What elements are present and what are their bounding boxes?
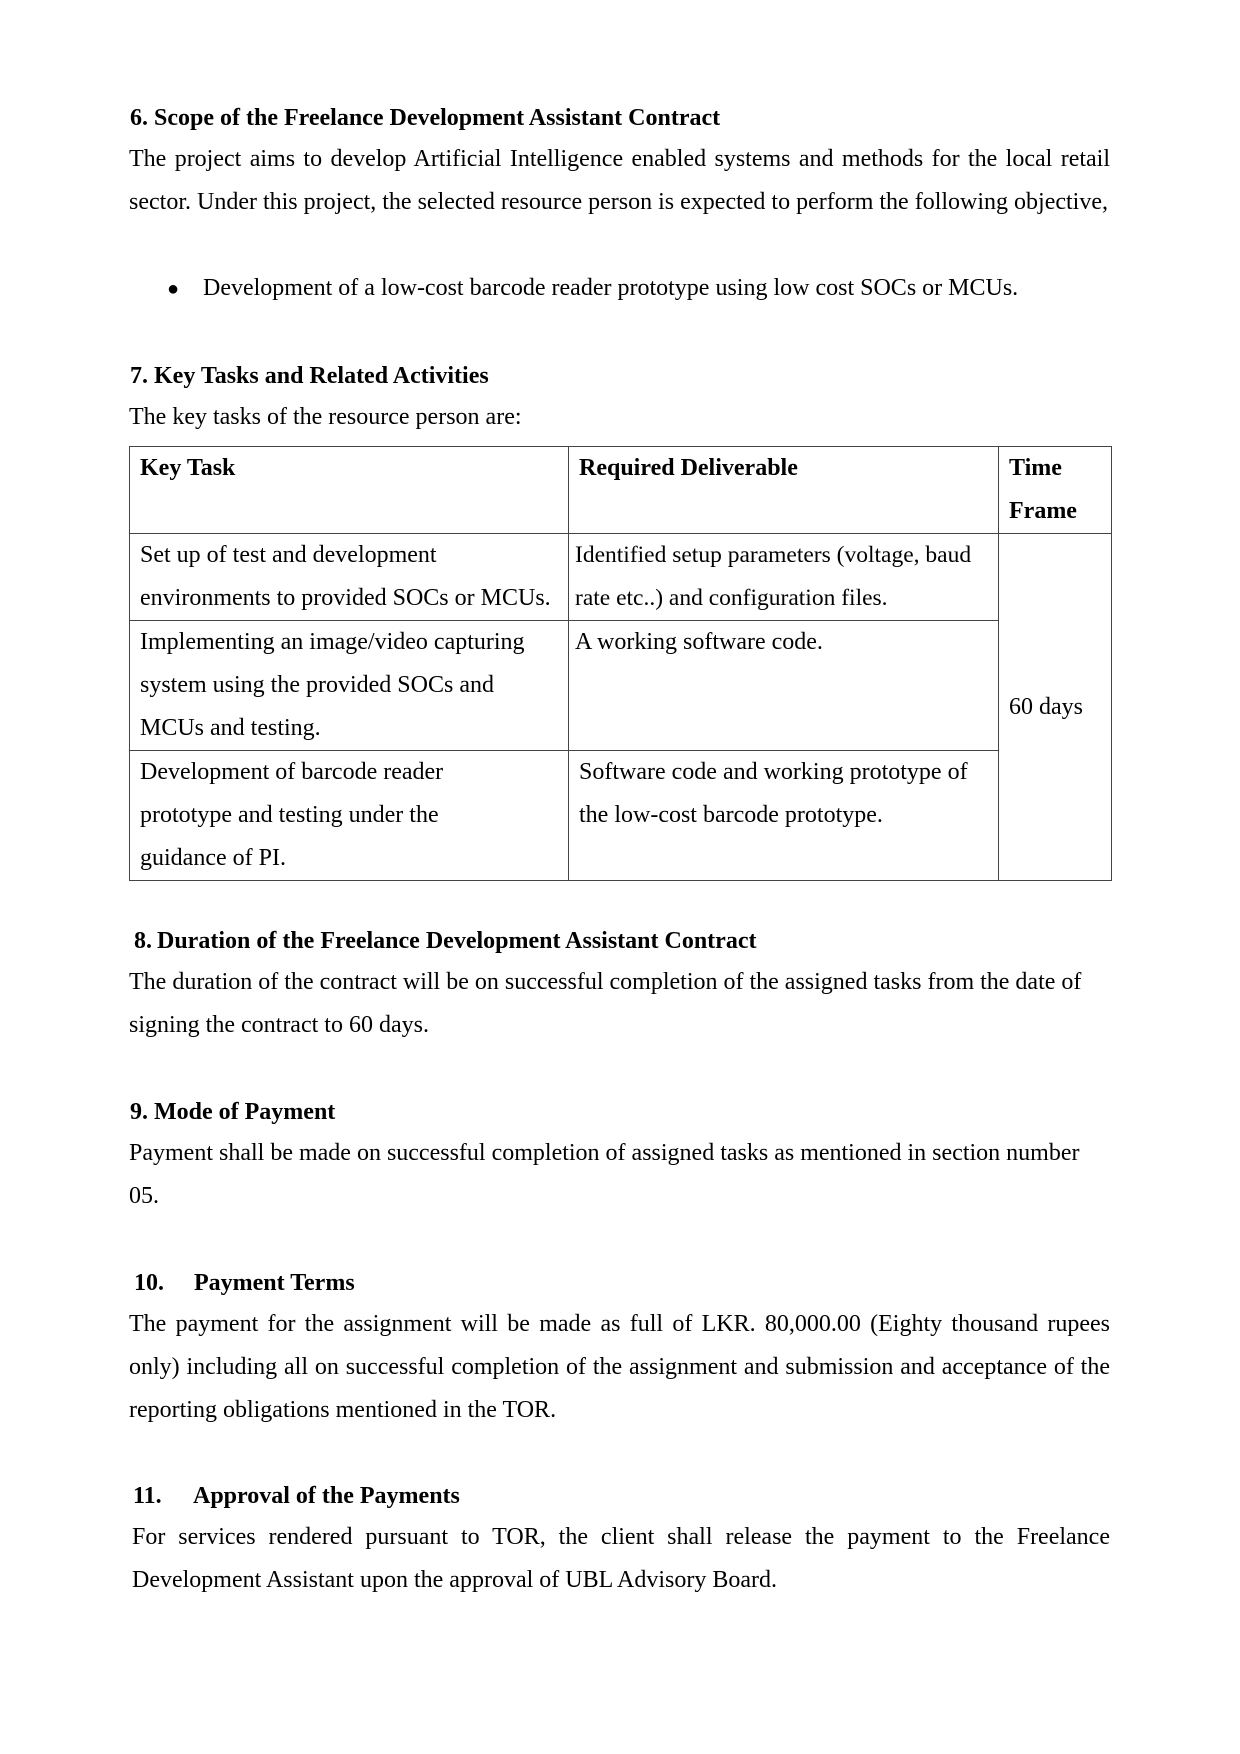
section-10-heading <box>134 1268 355 1298</box>
table-header-row <box>130 447 1112 534</box>
section-10-number: 10. <box>134 1270 164 1296</box>
task-line: environments to provided SOCs or MCUs. <box>140 585 551 611</box>
section-11-heading <box>133 1481 460 1511</box>
key-tasks-table <box>129 446 1112 881</box>
task-cell: Implementing an image/video capturing system using the provided SOCs and MCUs and testing. <box>130 621 569 751</box>
section-7-intro: The key tasks of the resource person are: <box>129 404 522 430</box>
section-10-title: Payment Terms <box>194 1270 355 1296</box>
section-8-number: 8. <box>134 928 152 954</box>
section-7-heading: 7. Key Tasks and Related Activities <box>130 363 489 389</box>
task-cell: Development of barcode reader prototype and testing under the guidance of PI. <box>130 751 569 881</box>
header-key-task: Key Task <box>130 447 569 534</box>
section-11-paragraph: For services rendered pursuant to TOR, the client shall release the payment to the Freelance Development Assistant upon the approval of UBL Advisory Board. <box>132 1524 1110 1593</box>
time-frame-cell: 60 days <box>999 534 1112 881</box>
deliverable-line: rate etc..) and configuration files. <box>575 585 888 611</box>
header-time-frame: Time Frame <box>999 447 1112 534</box>
deliverable-line: Identified setup parameters (voltage, baud <box>575 542 972 568</box>
section-9-heading: 9. Mode of Payment <box>130 1099 336 1125</box>
deliverable-cell: A working software code. <box>569 621 999 751</box>
section-8-title: Duration of the Freelance Development Assistant Contract <box>157 928 757 954</box>
section-9-paragraph: Payment shall be made on successful completion of assigned tasks as mentioned in section number 05. <box>129 1140 1080 1209</box>
section-6-paragraph: The project aims to develop Artificial Intelligence enabled systems and methods for the local retail sector. Under this project, the selected resource person is expected to perform the following objective, <box>129 146 1110 215</box>
task-line: Set up of test and development <box>140 542 437 568</box>
table-row <box>130 751 1112 881</box>
section-6-bullet-item <box>167 273 1018 304</box>
table-row <box>130 534 1112 621</box>
task-cell <box>130 534 569 621</box>
deliverable-cell: Software code and working prototype of the low-cost barcode prototype. <box>569 751 999 881</box>
deliverable-cell <box>569 534 999 621</box>
header-required-deliverable: Required Deliverable <box>569 447 999 534</box>
bullet-text: Development of a low-cost barcode reader prototype using low cost SOCs or MCUs. <box>203 275 1019 301</box>
section-11-number: 11. <box>133 1483 162 1509</box>
table-row <box>130 621 1112 751</box>
bullet-icon: ● <box>167 278 180 300</box>
section-6-heading: 6. Scope of the Freelance Development Assistant Contract <box>130 105 721 131</box>
section-11-title: Approval of the Payments <box>193 1483 460 1509</box>
section-8-heading <box>134 926 756 956</box>
section-10-paragraph: The payment for the assignment will be made as full of LKR. 80,000.00 (Eighty thousand rupees only) including all on successful completion of the assignment and submission and acceptance of the reporting obligations mentioned in the TOR. <box>129 1311 1110 1423</box>
section-8-paragraph: The duration of the contract will be on successful completion of the assigned tasks from the date of signing the contract to 60 days. <box>129 969 1082 1038</box>
